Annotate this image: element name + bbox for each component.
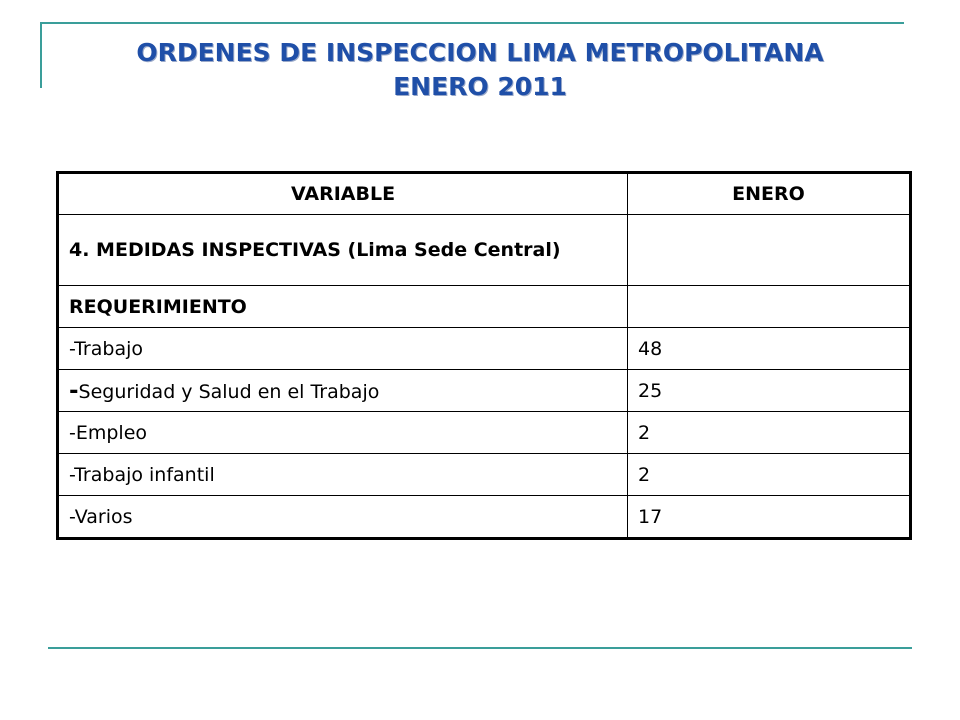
table-row — [58, 412, 911, 454]
table-header-row — [58, 173, 911, 215]
row-variable-cell — [58, 370, 628, 412]
table-row — [58, 370, 911, 412]
row-value — [628, 215, 911, 286]
row-value — [628, 286, 911, 328]
page-title — [40, 36, 920, 104]
title-line-2: ENERO 2011 — [393, 72, 567, 101]
table-row — [58, 286, 911, 328]
header-variable: VARIABLE — [58, 173, 628, 215]
row-value: 25 — [628, 370, 911, 412]
top-rule — [40, 22, 904, 24]
row-variable: -Varios — [58, 496, 628, 539]
row-variable: -Empleo — [58, 412, 628, 454]
row-value: 2 — [628, 412, 911, 454]
row-variable: Seguridad y Salud en el Trabajo — [78, 380, 380, 403]
row-variable: 4. MEDIDAS INSPECTIVAS (Lima Sede Central) — [58, 215, 628, 286]
header-enero: ENERO — [628, 173, 911, 215]
row-variable: -Trabajo infantil — [58, 454, 628, 496]
table-row — [58, 454, 911, 496]
bottom-rule — [48, 647, 912, 649]
row-value: 17 — [628, 496, 911, 539]
row-value: 2 — [628, 454, 911, 496]
row-variable: -Trabajo — [58, 328, 628, 370]
table-row — [58, 328, 911, 370]
row-variable: REQUERIMIENTO — [58, 286, 628, 328]
title-line-1: ORDENES DE INSPECCION LIMA METROPOLITANA — [136, 38, 824, 67]
row-dash: - — [69, 377, 79, 404]
table-row — [58, 496, 911, 539]
inspection-table — [56, 171, 912, 540]
table-row — [58, 215, 911, 286]
row-value: 48 — [628, 328, 911, 370]
